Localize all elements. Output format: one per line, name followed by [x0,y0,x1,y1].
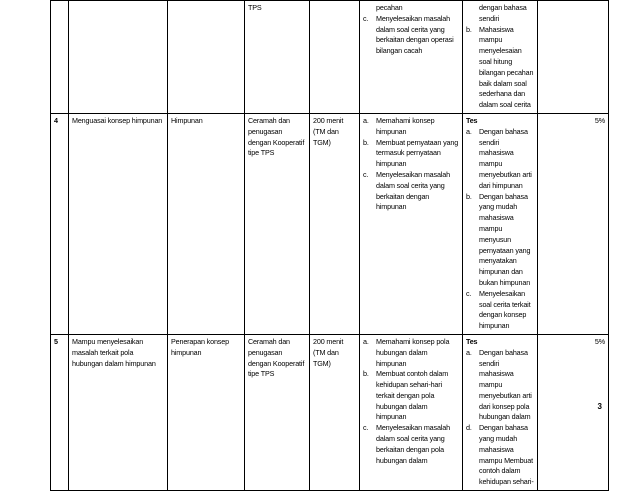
course-plan-table [50,0,609,491]
method-cell: TPS [245,1,310,114]
row-number [51,1,69,114]
table-row [51,1,609,114]
method-cell: Ceramah dan penugasan dengan Kooperatif tipe TPS [245,334,310,490]
test-label: Tes [466,115,478,125]
list-item: pecahan [376,3,403,12]
page-number: 3 [597,402,602,411]
row-number: 4 [51,113,69,334]
weight-cell: 5% [538,334,609,490]
material-cell [168,1,245,114]
list-item: dengan bahasa sendiri [479,3,527,23]
table-row [51,113,609,334]
criteria-cell [463,334,538,490]
table-row [51,334,609,490]
list-item: c. Menyelesaikan soal cerita terkait dengan konsep himpunan [466,288,531,331]
list-item: b. Membuat contoh dalam kehidupan sehari-hari terkait dengan pola hubungan dalam himpunan [363,369,449,422]
time-cell: 200 menit (TM dan TGM) [310,334,360,490]
list-item: b. Mahasiswa mampu menyelesaian soal hitung bilangan pecahan baik dalam soal sederhana dan dalam soal cerita [466,24,534,110]
list-item: b. Dengan bahasa yang mudah mahasiswa mampu menyusun pernyataan yang menyatakan himpunan dan bukan himpunan [466,191,531,287]
competency-cell: Mampu menyelesaikan masalah terkait pola hubungan dalam himpunan [69,334,168,490]
test-label: Tes [466,336,478,346]
time-cell [310,1,360,114]
learning-experience-cell [360,334,463,490]
list-item: a. Dengan bahasa sendiri mahasiswa mampu menyebutkan arti dari konsep pola hubungan dalam [466,347,532,422]
list-item: b. Membuat pernyataan yang termasuk pernyataan himpunan [363,137,459,169]
time-cell: 200 menit (TM dan TGM) [310,113,360,334]
competency-cell: Menguasai konsep himpunan [69,113,168,334]
list-item: a. Memahami konsep himpunan [363,115,435,136]
list-item: d. Dengan bahasa yang mudah mahasiswa mampu Membuat contoh dalam kehidupan sehari- [466,423,534,487]
list-item: a. Dengan bahasa sendiri mahasiswa mampu menyebutkan arti dari himpunan [466,126,532,190]
material-cell: Penerapan konsep himpunan [168,334,245,490]
row-number: 5 [51,334,69,490]
competency-cell [69,1,168,114]
list-item: c. Menyelesaikan masalah dalam soal cerita yang berkaitan dengan operasi bilangan cacah [363,13,454,56]
list-item: a. Memahami konsep pola hubungan dalam himpunan [363,336,450,368]
material-cell: Himpunan [168,113,245,334]
list-item: c. Menyelesaikan masalah dalam soal cerita yang berkaitan dengan pola hubungan dalam [363,423,450,465]
criteria-cell [463,113,538,334]
weight-cell: 5% [538,113,609,334]
weight-cell [538,1,609,114]
criteria-cell [463,1,538,114]
learning-experience-cell [360,1,463,114]
list-item: c. Menyelesaikan masalah dalam soal cerita yang berkaitan dengan himpunan [363,169,450,212]
method-cell: Ceramah dan penugasan dengan Kooperatif tipe TPS [245,113,310,334]
learning-experience-cell [360,113,463,334]
